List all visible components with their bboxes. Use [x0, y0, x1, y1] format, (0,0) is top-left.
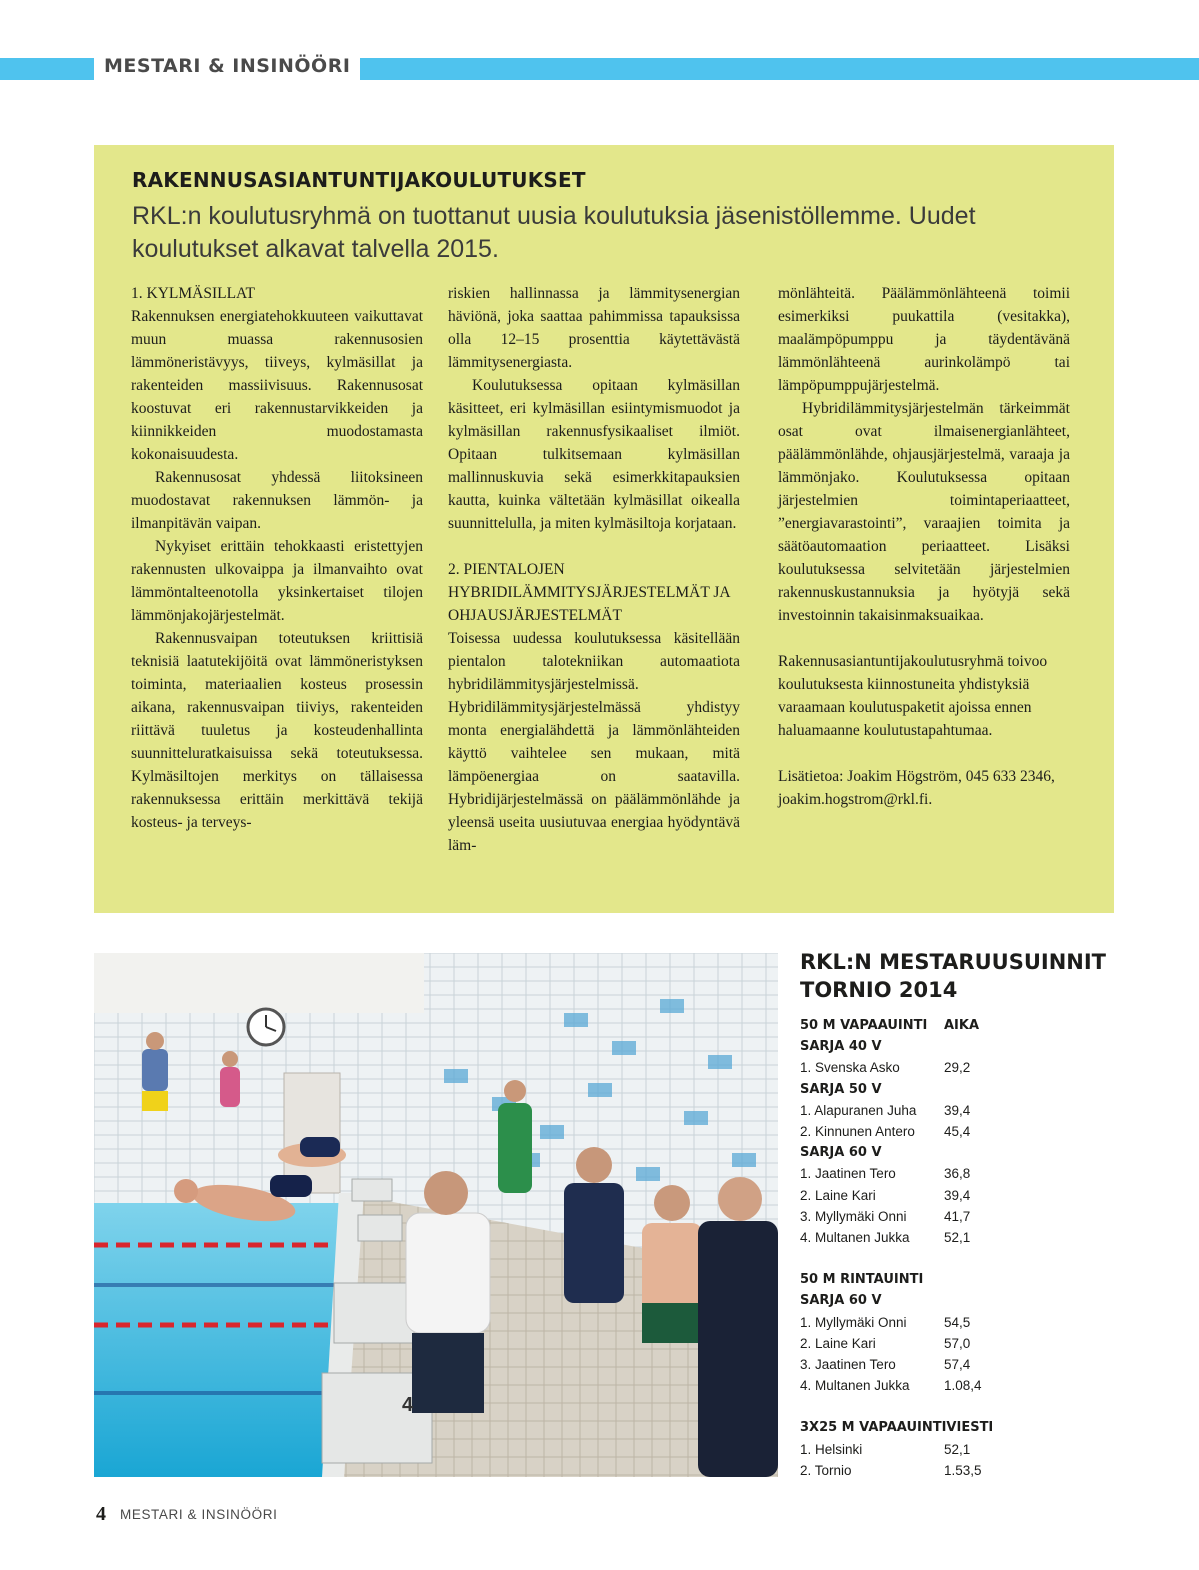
- section-heading-2: 2. PIENTALOJEN HYBRIDILÄMMITYSJÄRJESTELMÄT JA OHJAUSJÄRJESTELMÄT: [448, 561, 730, 624]
- results-series: SARJA 40 V: [800, 1039, 882, 1055]
- paragraph: Toisessa uudessa koulutuksessa käsitellään pientalon talotekniikan automaatiota hybridilämmitysjärjestelmissä. Hybridilämmitysjärjestelmässä yhdistyy monta energialähdettä ja lämmönlähteiden käyttö vaihtelee sen mukaan, mitä lämpöenergiaa on saatavilla. Hybridijärjestelmässä on päälämmönlähde ja yleensä useita uusiutuvaa energiaa hyödyntävä läm-: [448, 630, 740, 854]
- results-row: 1. Helsinki 52,1: [800, 1441, 971, 1457]
- results-row: 1. Svenska Asko 29,2: [800, 1060, 971, 1076]
- block-number: 4: [402, 1394, 414, 1416]
- contact-info: Lisätietoa: Joakim Högström, 045 633 2346, joakim.hogstrom@rkl.fi.: [778, 768, 1055, 808]
- results-row: 4. Multanen Jukka 52,1: [800, 1230, 971, 1246]
- swimming-pool-photo: [94, 953, 778, 1477]
- results-event-header: 50 M RINTAUINTI: [800, 1272, 924, 1288]
- results-row: 4. Multanen Jukka 1.08,4: [800, 1378, 982, 1394]
- results-row: 3. Jaatinen Tero 57,4: [800, 1357, 971, 1373]
- article-title: RAKENNUSASIANTUNTIJAKOULUTUKSET: [132, 168, 586, 192]
- results-series: SARJA 50 V: [800, 1081, 882, 1097]
- paragraph: Koulutuksessa opitaan kylmäsillan käsitteet, eri kylmäsillan esiintymismuodot ja kylmäsillan rakennusfysikaaliset ilmiöt. Opitaan tulkitsemaan kylmäsillan mallinnuskuvia sekä esimerkkitapauksien kautta, kuinka vältetään kylmäsillat oikealla suunnittelulla, ja miten kylmäsiltoja korjataan.: [448, 377, 740, 532]
- magazine-title: MESTARI & INSINÖÖRI: [104, 55, 351, 77]
- paragraph: Hybridilämmitysjärjestelmän tärkeimmät osat ovat ilmaisenergianlähteet, päälämmönlähde, ohjausjärjestelmä, varaaja ja lämmönjako. Koulutuksessa opitaan järjestelmien toimintaperiaatteet, ”energiavarastointi”, varaajien toimita ja säätöautomaation periaatteet. Lisäksi koulutuksessa selvitetään järjestelmien rakennuskustannuksia ja hyötyjä sekä investoinnin takaisinmaksuaikaa.: [778, 400, 1070, 624]
- paragraph: mönlähteitä. Päälämmönlähteenä toimii esimerkiksi puukattila (vesitakka), maalämpöpumppu ja täydentävänä lämmönlähteenä aurinkolämpö tai lämpöpumppujärjestelmä.: [778, 285, 1070, 394]
- results-title: RKL:N MESTARUUSUINNIT TORNIO 2014: [800, 950, 1106, 1002]
- footer-magazine-title: MESTARI & INSINÖÖRI: [120, 1507, 278, 1522]
- paragraph: Rakennuksen energiatehokkuuteen vaikuttavat muun muassa rakennusosien lämmöneristävyys, tiiveys, kylmäsillat ja rakenteiden massiivisuus. Rakennusosat koostuvat eri rakennustarvikkeiden ja kiinnikkeiden muodostamasta kokonaisuudesta.: [131, 308, 423, 463]
- results-row: 2. Laine Kari 39,4: [800, 1187, 971, 1203]
- header-bar-left: [0, 58, 94, 80]
- paragraph: riskien hallinnassa ja lämmitysenergian häviönä, joka saattaa pahimmissa tapauksissa olla 12–15 prosenttia käytettävästä lämmitysenergiasta.: [448, 285, 740, 371]
- paragraph: Rakennusvaipan toteutuksen kriittisiä teknisiä laatutekijöitä ovat lämmöneristyksen toiminta, materiaalien kosteus prosessin aikana, rakennusvaipan tiiviys, rakenteiden riittävä tuuletus ja kosteudenhallinta suunnitteluratkaisuissa sekä toteutuksessa. Kylmäsiltojen merkitys on tällaisessa rakennuksessa erittäin merkittävä tekijä kosteus- ja terveys-: [131, 630, 423, 831]
- results-event-header: 50 M VAPAAUINTI AIKA: [800, 1018, 980, 1033]
- results-row: 2. Kinnunen Antero 45,4: [800, 1124, 971, 1140]
- results-series: SARJA 60 V: [800, 1293, 882, 1309]
- header-bar-right: [360, 58, 1199, 80]
- results-row: 2. Laine Kari 57,0: [800, 1335, 971, 1351]
- article-column-3: [778, 282, 1070, 811]
- results-row: 2. Tornio 1.53,5: [800, 1462, 982, 1478]
- results-row: 1. Myllymäki Onni 54,5: [800, 1314, 971, 1330]
- results-series: SARJA 60 V: [800, 1145, 882, 1161]
- results-row: 1. Alapuranen Juha 39,4: [800, 1102, 971, 1118]
- results-table: [800, 1015, 1000, 1481]
- article-column-1: [131, 282, 423, 834]
- paragraph: Rakennusasiantuntijakoulutusryhmä toivoo koulutuksesta kiinnostuneita yhdistyksiä varaamaan koulutuspaketit ajoissa ennen haluamaanne koulutustapahtumaa.: [778, 653, 1048, 739]
- paragraph: Rakennusosat yhdessä liitoksineen muodostavat rakennuksen lämmön- ja ilmanpitävän vaipan.: [131, 469, 423, 532]
- results-row: 3. Myllymäki Onni 41,7: [800, 1208, 971, 1224]
- results-row: 1. Jaatinen Tero 36,8: [800, 1166, 971, 1182]
- results-event-header: 3X25 M VAPAAUINTIVIESTI: [800, 1420, 994, 1436]
- article-lead: RKL:n koulutusryhmä on tuottanut uusia koulutuksia jäsenistöllemme. Uudet koulutukset alkavat talvella 2015.: [132, 202, 976, 263]
- paragraph: Nykyiset erittäin tehokkaasti eristettyjen rakennusten ulkovaippa ja ilmanvaihto ovat lämmöntalteenotolla yksinkertaiset tilojen lämmönjakojärjestelmät.: [131, 538, 423, 624]
- page-number: 4: [96, 1503, 106, 1525]
- section-heading-1: 1. KYLMÄSILLAT: [131, 285, 255, 302]
- article-column-2: [448, 282, 740, 857]
